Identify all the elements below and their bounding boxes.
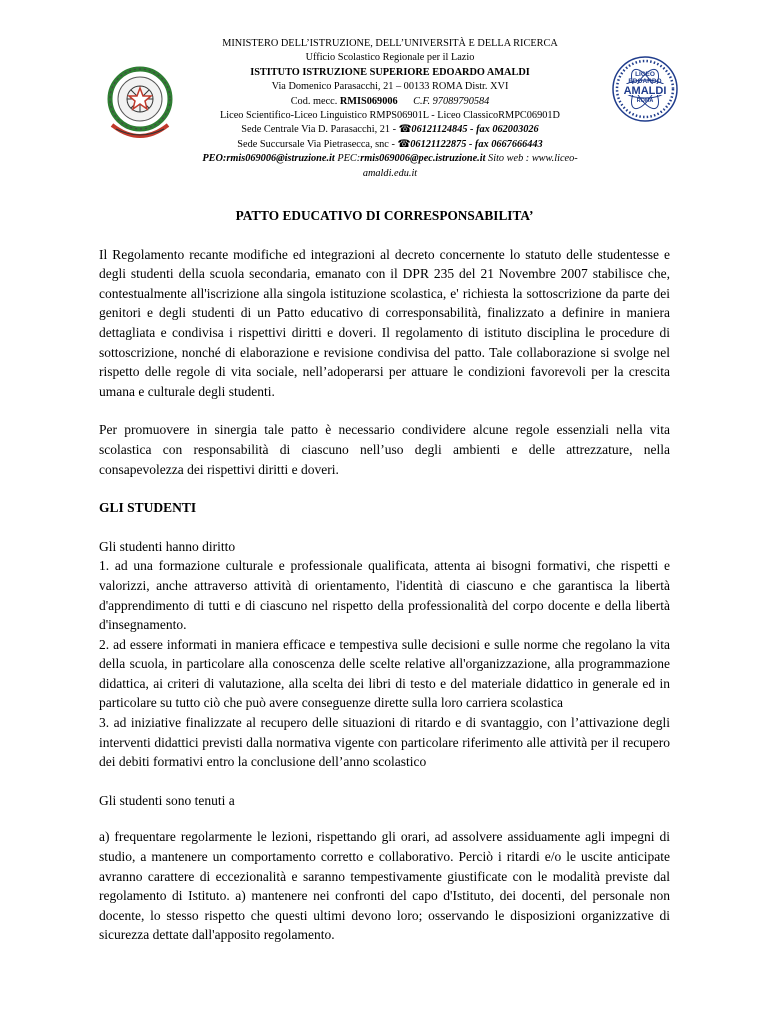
section-heading: GLI STUDENTI (99, 500, 197, 516)
logo-bottom-text: ROMA (636, 98, 654, 104)
second-paragraph: Per promuovere in sinergia tale patto è necessario condividere alcune regole essenziali nella vita scolastica con responsabilità di ciascuno nell’uso degli ambienti e delle attrezzature, nella consapevolezza dei rispettivi diritti e doveri. (99, 422, 670, 477)
logo-mid-text: EDOARDO (628, 78, 662, 85)
website-label[interactable]: Sito web : www.liceo- (485, 153, 578, 165)
document-title: PATTO EDUCATIVO DI CORRESPONSABILITA’ (235, 208, 534, 223)
duties-intro: Gli studenti sono tenuti a (99, 792, 235, 808)
italian-republic-emblem-icon (102, 61, 178, 145)
office-line: Ufficio Scolastico Regionale per il Lazio (305, 52, 475, 64)
peo-email[interactable]: PEO:rmis069006@istruzione.it (202, 153, 335, 165)
letterhead (0, 37, 770, 179)
liceo-amaldi-logo-icon (612, 56, 678, 122)
branch-site-line (190, 138, 590, 152)
main-site-contacts: 06121124845 - fax 062003026 (411, 124, 539, 136)
intro-paragraph: Il Regolamento recante modifiche ed integrazioni al decreto concernente lo statuto delle studentesse e degli studenti della scuola secondaria, emanato con il DPR 235 del 21 Novembre 2007 stabilisce che, contestualmente all'iscrizione alla singola istituzione scolastica, e' richiesta la sottoscrizione da parte dei genitori e degli studenti di un Patto educativo di corresponsabilità, finalizzato a definire in maniera dettagliata e condivisa i rispettivi diritti e doveri. Il regolamento di istituto disciplina le procedure di sottoscrizione, nonché di elaborazione e revisione condivisa del patto. Tale collaborazione si svolge nel rispetto delle regole di vita sociale, nell’adoperarsi per attuare le condizioni favorevoli per la crescita umana e culturale degli studenti. (99, 246, 670, 399)
main-site-line (190, 123, 590, 137)
pec-label: PEC: (334, 153, 361, 165)
branch-site-contacts: 06121122875 - fax 0667666443 (410, 138, 543, 150)
telephone-icon: ☎ (397, 138, 411, 150)
logo-name-text: AMALDI (623, 85, 667, 97)
school-code: RMIS069006 (339, 95, 398, 107)
code-label: Cod. mecc. (290, 95, 340, 107)
duty-item-a: a) frequentare regolarmente le lezioni, rispettando gli orari, ad assolvere assiduamente agli impegni di studio, a mantenere un comportamento corretto e collaborativo. Perciò i ritardi e/o le uscite anticipate avranno carattere di eccezionalità e saranno tempestivamente giustificate con le modalità previste dal regolamento di Istituto. a) mantenere nei confronti del capo d'Istituto, dei docenti, del personale non docente, lo stesso rispetto che questi ultimi devono loro; osservando le disposizioni organizzative di sicurezza dettate dall'apposito regolamento. (99, 829, 670, 943)
courses-line: Liceo Scientifico-Liceo Linguistico RMPS06901L - Liceo ClassicoRMPC06901D (220, 110, 560, 122)
main-site-address: Sede Centrale Via D. Parasacchi, 21 - (241, 124, 399, 136)
letterhead-text (190, 37, 590, 181)
logo-top-text: LICEO (635, 71, 655, 78)
rights-intro: Gli studenti hanno diritto (99, 538, 236, 554)
ministry-line: MINISTERO DELL’ISTRUZIONE, DELL’UNIVERSITÀ E DELLA RICERCA (222, 38, 558, 49)
telephone-icon: ☎ (398, 124, 412, 136)
email-line (190, 152, 590, 166)
address-line: Via Domenico Parasacchi, 21 – 00133 ROMA Distr. XVI (271, 81, 509, 93)
document-body (99, 206, 670, 945)
right-item-3: 3. ad iniziative finalizzate al recupero delle situazioni di ritardo e di svantaggio, con l’attivazione degli interventi didattici previsti dalla normativa vigente con particolare riferimento alle attività per il recupero dei debiti formativi entro la conclusione dell’anno scolastico (99, 715, 670, 770)
branch-site-address: Sede Succursale Via Pietrasecca, snc - (237, 138, 398, 150)
website-continued[interactable]: amaldi.edu.it (362, 167, 418, 179)
codes-line (190, 95, 590, 109)
fiscal-code: C.F. 97089790584 (413, 95, 490, 107)
right-item-1: 1. ad una formazione culturale e professionale qualificata, attenta ai bisogni formativi, che rispetti e valorizzi, anche attraverso attività di orientamento, l'identità di ciascuno e che garantisca la libertà d'apprendimento di tutti e di ciascuno nel rispetto della professionalità del corpo docente e della libertà d'insegnamento. (99, 558, 670, 633)
school-name: ISTITUTO ISTRUZIONE SUPERIORE EDOARDO AMALDI (250, 66, 530, 78)
right-item-2: 2. ad essere informati in maniera efficace e tempestiva sulle decisioni e sulle norme che regolano la vita della scuola, in particolare alla conoscenza delle scelte relative all'organizzazione, alla programmazione didattica, ai criteri di valutazione, alla scelta dei libri di testo e del materiale didattico in generale ed in particolare su tutto ciò che può avere conseguenze dirette sulla loro carriera scolastica (99, 636, 670, 711)
pec-email[interactable]: rmis069006@pec.istruzione.it (360, 153, 486, 165)
